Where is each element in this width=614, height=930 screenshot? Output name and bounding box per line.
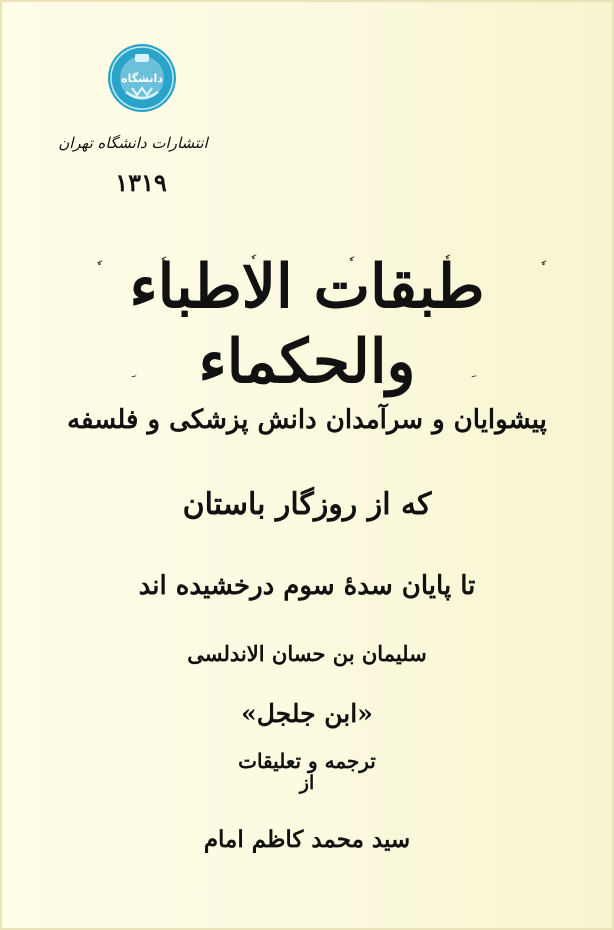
- author-kunya: «ابن جلجل»: [241, 699, 373, 728]
- book-title: طبقات الاطباء والحکماء: [129, 252, 485, 397]
- publisher-name: انتشارات دانشگاه تهران: [58, 134, 208, 152]
- publication-year: ۱۳۱۹: [115, 168, 167, 197]
- subtitle-line-2: که از روزگار باستان: [182, 487, 432, 522]
- by-label: از: [299, 772, 315, 794]
- translator-name: سید محمد کاظم امام: [203, 826, 411, 853]
- subtitle-line-3: تا پایان سدهٔ سوم درخشیده اند: [138, 571, 476, 601]
- subtitle-line-1: پیشوایان و سرآمدان دانش پزشکی و فلسفه: [67, 405, 547, 435]
- translation-label: ترجمه و تعلیقات: [238, 749, 376, 773]
- seal-text: دانشگاه: [121, 72, 163, 85]
- author-name: سلیمان بن حسان الاندلسی: [187, 641, 427, 666]
- university-seal-logo: [106, 42, 178, 114]
